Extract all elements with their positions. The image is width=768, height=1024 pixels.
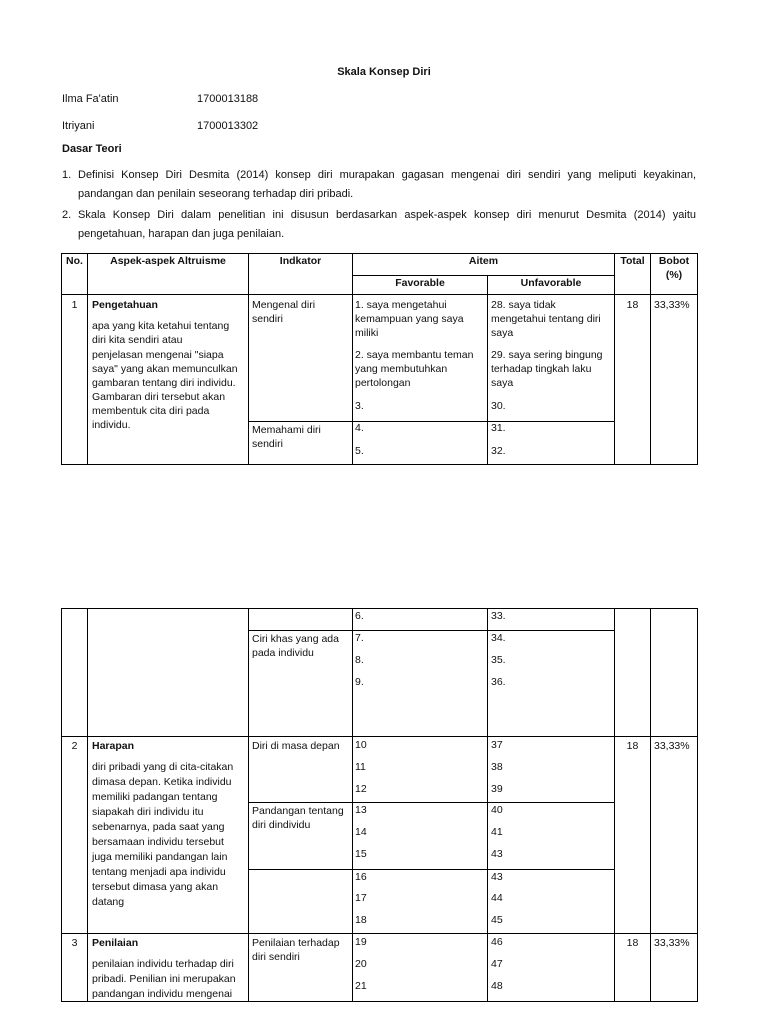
row-no: 1 xyxy=(71,299,78,311)
aspek-title: Penilaian xyxy=(92,937,139,949)
paragraph-text: Definisi Konsep Diri Desmita (2014) konsep diri murapakan gagasan mengenai diri sendiri yang meliputi keyakinan, pandangan dan penilain seseorang terhadap diri pribadi. xyxy=(78,169,696,200)
author-id-2: 1700013302 xyxy=(197,120,259,132)
header-unfavorable: Unfavorable xyxy=(520,277,582,289)
favorable-item: 20 xyxy=(355,958,367,970)
aspek-description: diri pribadi yang di cita-citakan dimasa depan. Ketika individu memiliki padangan tentang siapakah diri individu itu sebenarnya, pada saat yang bersamaan individu tersebut juga memiliki pandangan lain tentang menjadi apa individu tersebut dimasa yang akan datang xyxy=(92,761,234,908)
favorable-item: 8. xyxy=(355,654,364,666)
indikator-cell: Penilaian terhadap diri sendiri xyxy=(252,937,340,963)
total-cell: 18 xyxy=(626,740,639,752)
favorable-item: 13 xyxy=(355,804,367,816)
aspek-title: Harapan xyxy=(92,740,135,752)
paragraph-number: 2. xyxy=(62,209,72,221)
bobot-cell: 33,33% xyxy=(654,937,690,949)
unfavorable-item: 32. xyxy=(491,445,506,457)
unfavorable-item: 39 xyxy=(491,783,503,795)
section-heading: Dasar Teori xyxy=(62,143,122,155)
indikator-cell: Mengenal diri sendiri xyxy=(252,299,316,325)
favorable-item: 19 xyxy=(355,936,367,948)
unfavorable-item: 29. saya sering bingung terhadap tingkah laku saya xyxy=(491,349,603,389)
unfavorable-item: 40 xyxy=(491,804,503,816)
unfavorable-item: 48 xyxy=(491,980,503,992)
paragraph-1 xyxy=(62,166,696,204)
unfavorable-item: 38 xyxy=(491,761,503,773)
indikator-cell: Ciri khas yang ada pada individu xyxy=(252,633,339,659)
header-no: No. xyxy=(66,255,83,267)
favorable-item: 6. xyxy=(355,610,364,622)
header-total: Total xyxy=(620,255,645,267)
header-bobot: Bobot (%) xyxy=(658,255,690,281)
favorable-item: 3. xyxy=(355,400,364,412)
bobot-cell: 33,33% xyxy=(654,740,690,752)
unfavorable-item: 43 xyxy=(491,848,503,860)
row-no: 3 xyxy=(71,937,78,949)
header-aspek: Aspek-aspek Altruisme xyxy=(110,255,226,267)
favorable-item: 10 xyxy=(355,739,367,751)
aspek-description: apa yang kita ketahui tentang diri kita sendiri atau xyxy=(92,320,230,346)
aspek-title: Pengetahuan xyxy=(92,299,158,311)
favorable-item: 11 xyxy=(355,761,366,773)
unfavorable-item: 28. saya tidak mengetahui tentang diri saya xyxy=(491,299,601,339)
favorable-item: 18 xyxy=(355,914,367,926)
unfavorable-item: 34. xyxy=(491,632,506,644)
total-cell: 18 xyxy=(626,937,639,949)
favorable-item: 14 xyxy=(355,826,367,838)
indikator-cell: Pandangan tentang diri dindividu xyxy=(252,805,344,831)
unfavorable-item: 30. xyxy=(491,400,506,412)
unfavorable-item: 43 xyxy=(491,871,503,883)
header-aitem: Aitem xyxy=(468,255,499,267)
favorable-item: 17 xyxy=(355,892,367,904)
favorable-item: 4. xyxy=(355,422,364,434)
header-favorable: Favorable xyxy=(395,277,445,289)
document-title: Skala Konsep Diri xyxy=(337,66,431,78)
unfavorable-item: 31. xyxy=(491,422,506,434)
bobot-cell: 33,33% xyxy=(654,299,690,311)
unfavorable-item: 37 xyxy=(491,739,503,751)
author-name-2: Itriyani xyxy=(62,120,95,132)
author-id-1: 1700013188 xyxy=(197,93,259,105)
header-indikator: Indkator xyxy=(279,255,322,267)
aspek-description: penilaian individu terhadap diri pribadi. Penilian ini merupakan pandangan individu mengenai xyxy=(92,958,236,1000)
aspek-description: penjelasan mengenai "siapa saya" yang akan memunculkan gambaran tentang diri individu. Gambaran diri tersebut akan membentuk cita diri pada individu. xyxy=(92,349,238,431)
favorable-item: 16 xyxy=(355,871,367,883)
unfavorable-item: 45 xyxy=(491,914,503,926)
unfavorable-item: 47 xyxy=(491,958,503,970)
favorable-item: 21 xyxy=(355,980,367,992)
favorable-item: 1. saya mengetahui kemampuan yang saya miliki xyxy=(355,299,464,339)
favorable-item: 7. xyxy=(355,632,364,644)
unfavorable-item: 36. xyxy=(491,676,506,688)
unfavorable-item: 44 xyxy=(491,892,503,904)
favorable-item: 5. xyxy=(355,445,364,457)
unfavorable-item: 46 xyxy=(491,936,503,948)
favorable-item: 9. xyxy=(355,676,364,688)
paragraph-number: 1. xyxy=(62,169,72,181)
paragraph-text: Skala Konsep Diri dalam penelitian ini disusun berdasarkan aspek-aspek konsep diri menurut Desmita (2014) yaitu pengetahuan, harapan dan juga penilaian. xyxy=(78,209,696,240)
unfavorable-item: 41 xyxy=(491,826,503,838)
paragraph-2 xyxy=(62,206,696,244)
indikator-cell: Diri di masa depan xyxy=(252,740,340,752)
row-no: 2 xyxy=(71,740,78,752)
favorable-item: 12 xyxy=(355,783,367,795)
favorable-item: 2. saya membantu teman yang membutuhkan pertolongan xyxy=(355,349,474,389)
favorable-item: 15 xyxy=(355,848,367,860)
unfavorable-item: 35. xyxy=(491,654,506,666)
author-name-1: Ilma Fa'atin xyxy=(62,93,119,105)
total-cell: 18 xyxy=(626,299,639,311)
unfavorable-item: 33. xyxy=(491,610,506,622)
indikator-cell: Memahami diri sendiri xyxy=(252,424,321,450)
